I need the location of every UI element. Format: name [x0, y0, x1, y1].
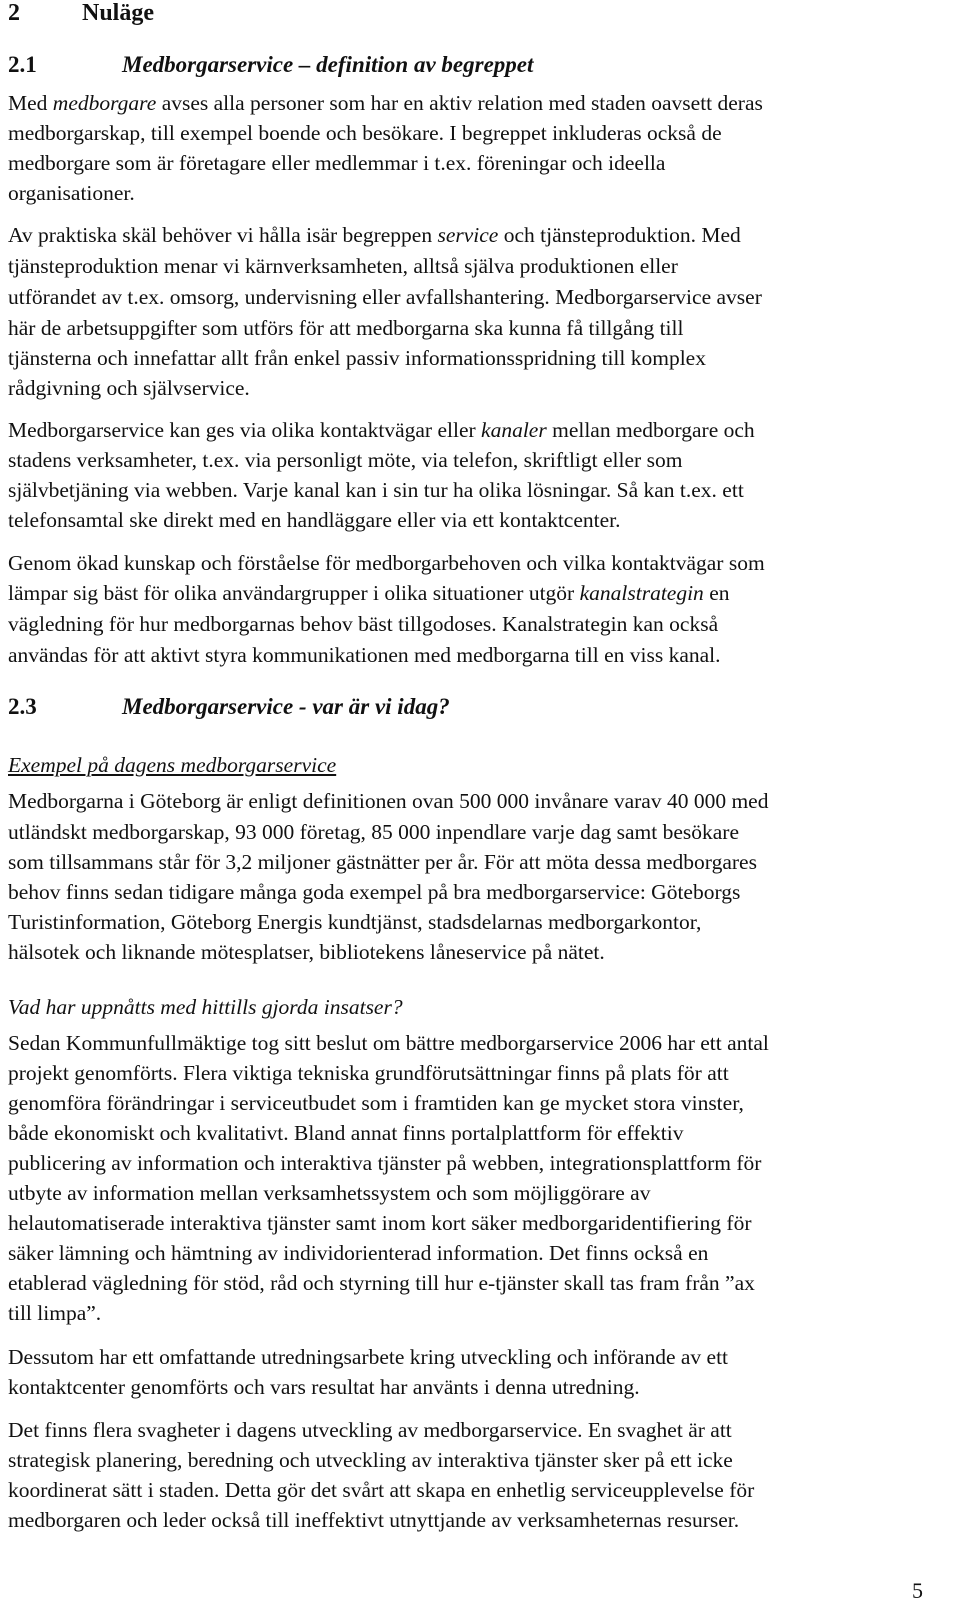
- subheading-achievements: Vad har uppnåtts med hittills gjorda insatser?: [8, 995, 403, 1019]
- text-run: avses alla personer som har en aktiv relation med staden oavsett deras: [156, 91, 763, 115]
- text-line: [8, 578, 729, 608]
- text-line: medborgaren och leder också till ineffektivt utnyttjande av verksamheternas resurser.: [8, 1508, 740, 1532]
- section-title: Nuläge: [82, 0, 154, 26]
- text-line: både ekonomiskt och kvalitativt. Bland annat finns portalplattform för effektiv: [8, 1121, 684, 1145]
- text-line: Sedan Kommunfullmäktige tog sitt beslut om bättre medborgarservice 2006 har ett antal: [8, 1031, 769, 1055]
- text-line: tjänsterna och innefattar allt från enkel passiv informationsspridning till komplex: [8, 346, 706, 370]
- text-line: självbetjäning via webben. Varje kanal kan i sin tur ha olika lösningar. Så kan t.ex. ett: [8, 478, 744, 502]
- text-line: [8, 88, 763, 118]
- text-line: här de arbetsuppgifter som utförs för att medborgarna ska kunna få tillgång till: [8, 316, 684, 340]
- text-line: helautomatiserade interaktiva tjänster samt inom kort säker medborgaridentifiering för: [8, 1211, 752, 1235]
- emphasis-term: kanalstrategin: [579, 581, 704, 605]
- section-title: Medborgarservice – definition av begreppet: [122, 52, 534, 77]
- text-run: och tjänsteproduktion. Med: [498, 223, 741, 247]
- section-2-1-heading: [8, 52, 533, 78]
- text-line: Turistinformation, Göteborg Energis kundtjänst, stadsdelarnas medborgarkontor,: [8, 910, 702, 934]
- emphasis-term: medborgare: [52, 91, 157, 115]
- text-run: mellan medborgare och: [546, 418, 755, 442]
- text-run: en: [703, 581, 730, 605]
- text-run: Med: [8, 91, 53, 115]
- text-line: användas för att aktivt styra kommunikationen med medborgarna till en viss kanal.: [8, 643, 721, 667]
- text-line: [8, 415, 755, 445]
- text-line: utländskt medborgarskap, 93 000 företag, 85 000 inpendlare varje dag samt besökare: [8, 820, 739, 844]
- text-run: Medborgarservice kan ges via olika kontaktvägar eller: [8, 418, 482, 442]
- emphasis-term: service: [437, 223, 499, 247]
- text-line: organisationer.: [8, 181, 135, 205]
- section-2-heading: [8, 0, 154, 27]
- text-line: säker lämning och hämtning av individorienterad information. Det finns också en: [8, 1241, 709, 1265]
- text-line: utförandet av t.ex. omsorg, undervisning eller avfallshantering. Medborgarservice avser: [8, 285, 762, 309]
- text-run: Av praktiska skäl behöver vi hålla isär begreppen: [8, 223, 438, 247]
- text-line: Det finns flera svagheter i dagens utveckling av medborgarservice. En svaghet är att: [8, 1418, 732, 1442]
- text-line: publicering av information och interaktiva tjänster på webben, integrationsplattform för: [8, 1151, 762, 1175]
- text-line: rådgivning och självservice.: [8, 376, 250, 400]
- text-line: medborgare som är företagare eller medlemmar i t.ex. föreningar och ideella: [8, 151, 666, 175]
- text-line: medborgarskap, till exempel boende och besökare. I begreppet inkluderas också de: [8, 121, 722, 145]
- text-line: hälsotek och liknande mötesplatser, bibliotekens låneservice på nätet.: [8, 940, 605, 964]
- text-line: etablerad vägledning för stöd, råd och styrning till hur e-tjänster skall tas fram från ”ax: [8, 1271, 755, 1295]
- text-line: telefonsamtal ske direkt med en handläggare eller via ett kontaktcenter.: [8, 508, 621, 532]
- text-line: projekt genomförts. Flera viktiga tekniska grundförutsättningar finns på plats för att: [8, 1061, 729, 1085]
- section-title: Medborgarservice - var är vi idag?: [122, 694, 450, 719]
- text-line: stadens verksamheter, t.ex. via personligt möte, via telefon, skriftligt eller som: [8, 448, 683, 472]
- section-number: 2: [8, 0, 20, 26]
- page-number: 5: [912, 1578, 923, 1603]
- text-line: till limpa”.: [8, 1301, 102, 1325]
- text-run: lämpar sig bäst för olika användargrupper i olika situationer utgör: [8, 581, 580, 605]
- subheading-examples: Exempel på dagens medborgarservice: [8, 753, 337, 777]
- text-line: Dessutom har ett omfattande utredningsarbete kring utveckling och införande av ett: [8, 1345, 729, 1369]
- text-line: behov finns sedan tidigare många goda exempel på bra medborgarservice: Göteborgs: [8, 880, 741, 904]
- text-line: koordinerat sätt i staden. Detta gör det svårt att skapa en enhetlig serviceupplevelse för: [8, 1478, 755, 1502]
- section-number: 2.1: [8, 52, 37, 77]
- emphasis-term: kanaler: [481, 418, 547, 442]
- section-number: 2.3: [8, 694, 37, 719]
- text-line: vägledning för hur medborgarnas behov bäst tillgodoses. Kanalstrategin kan också: [8, 612, 719, 636]
- section-2-3-heading: [8, 694, 450, 720]
- text-line: utbyte av information mellan verksamhetssystem och som möjliggörare av: [8, 1181, 651, 1205]
- text-line: som tillsammans står för 3,2 miljoner gästnätter per år. För att möta dessa medborgares: [8, 850, 757, 874]
- text-line: tjänsteproduktion menar vi kärnverksamheten, alltså själva produktionen eller: [8, 254, 678, 278]
- text-line: Medborgarna i Göteborg är enligt definitionen ovan 500 000 invånare varav 40 000 med: [8, 789, 769, 813]
- text-line: [8, 220, 741, 250]
- text-line: strategisk planering, beredning och utveckling av interaktiva tjänster sker på ett icke: [8, 1448, 733, 1472]
- text-line: Genom ökad kunskap och förståelse för medborgarbehoven och vilka kontaktvägar som: [8, 551, 765, 575]
- text-line: genomföra förändringar i serviceutbudet som i framtiden kan ge mycket stora vinster,: [8, 1091, 744, 1115]
- text-line: kontaktcenter genomförts och vars resultat har använts i denna utredning.: [8, 1375, 640, 1399]
